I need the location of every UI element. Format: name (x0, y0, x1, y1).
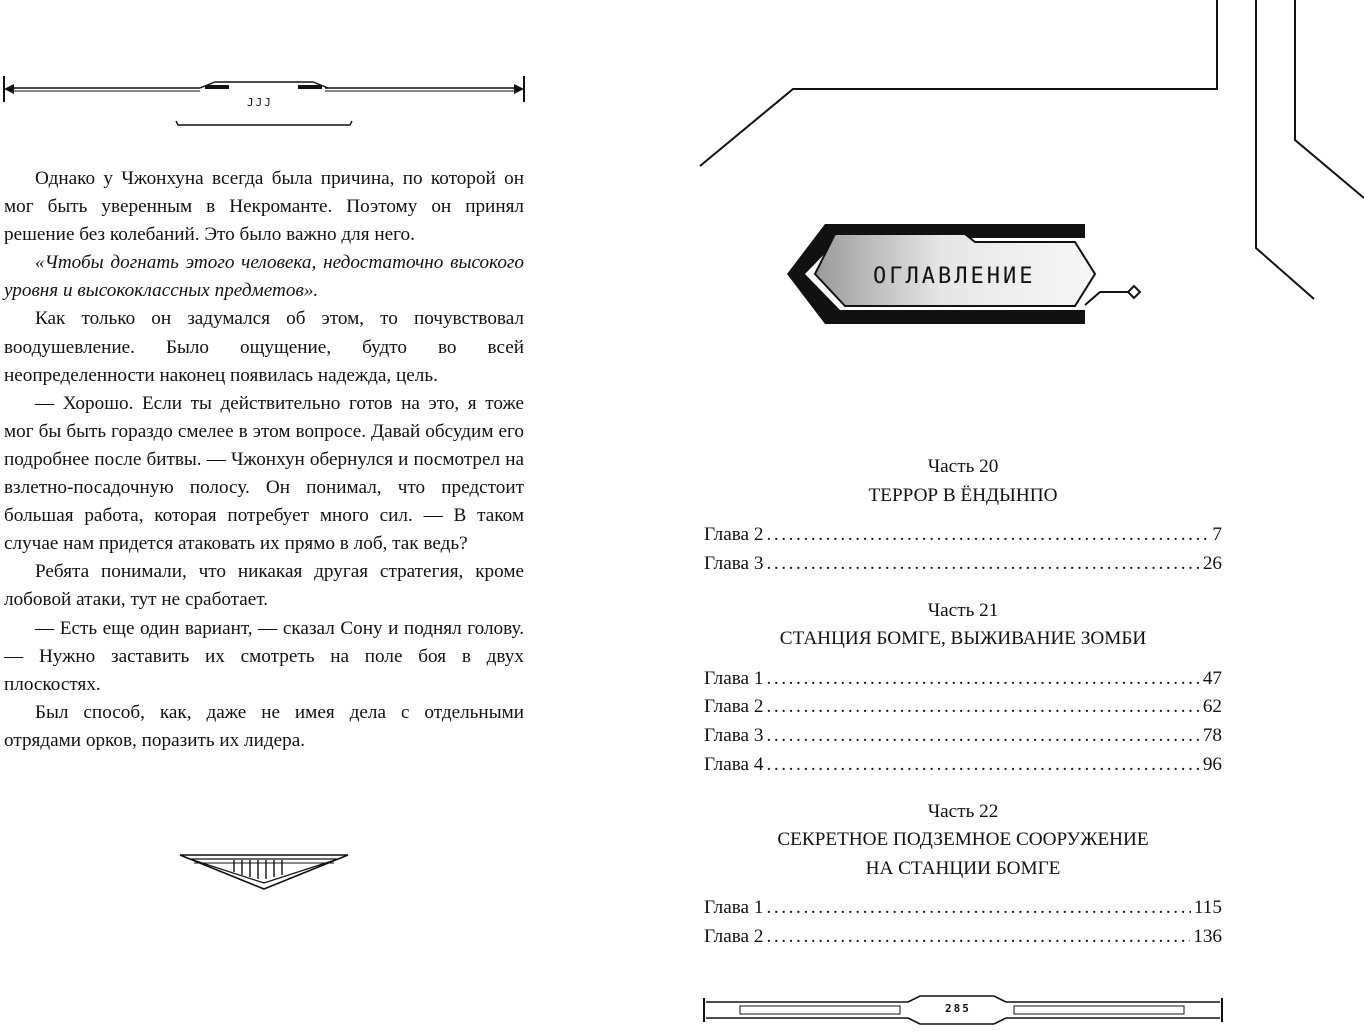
part-number: Часть 20 (927, 456, 999, 477)
toc-entry[interactable] (704, 550, 1222, 579)
page-number: 78 (1202, 725, 1222, 747)
part-number: Часть 21 (927, 599, 999, 621)
page-number: 136 (1193, 926, 1222, 948)
chapter-label: Глава 1 (704, 897, 764, 919)
page-number: 26 (1202, 552, 1222, 574)
part-number: Часть 22 (927, 800, 999, 822)
page-number: 115 (1193, 897, 1222, 919)
leader-dots (766, 923, 1190, 952)
paragraph-quote: «Чтобы догнать этого человека, недостаточно высокого уровня и высококлассных предметов». (4, 252, 524, 302)
header-mark: JJJ (247, 96, 273, 109)
page-number: 62 (1202, 696, 1222, 718)
paragraph: — Хорошо. Если ты действительно готов на это, я тоже мог бы быть гораздо смелее в этом вопросе. Давай обсудим его подробнее после битвы. — Чжонхун обернулся и посмотрел на взлетно-посадочную полосу. Он понимал, что предстоит большая работа, которая потребует много сил. — В таком случае нам придется атаковать их прямо в лоб, так ведь? (4, 392, 524, 555)
leader-dots (766, 722, 1199, 751)
part-title: НА СТАНЦИИ БОМГЕ (865, 857, 1061, 879)
page-number: 7 (1212, 524, 1222, 545)
leader-dots (766, 693, 1199, 722)
chapter-label: Глава 1 (704, 667, 764, 689)
part-title: ТЕРРОР В ЁНДЫНПО (868, 484, 1058, 506)
chapter-label: Глава 3 (704, 552, 764, 574)
toc-entry[interactable] (704, 665, 1222, 694)
chapter-label: Глава 4 (704, 753, 764, 775)
toc-entry[interactable] (704, 722, 1222, 751)
chapter-label: Глава 2 (704, 696, 764, 718)
end-ornament (180, 853, 350, 893)
part-title: СТАНЦИЯ БОМГЕ, ВЫЖИВАНИЕ ЗОМБИ (779, 628, 1147, 650)
paragraph: Был способ, как, даже не имея дела с отдельными отрядами орков, поразить их лидера. (4, 701, 524, 751)
table-of-contents (704, 453, 1222, 952)
toc-entry[interactable] (704, 521, 1222, 550)
body-text (4, 165, 524, 755)
paragraph: Как только он задумался об этом, то почувствовал воодушевление. Было ощущение, будто во всей неопределенности наконец появилась надежда, цель. (4, 308, 524, 386)
page-number: 96 (1202, 753, 1222, 775)
toc-part (704, 798, 1222, 952)
page-number: 47 (1202, 667, 1222, 689)
paragraph: Однако у Чжонхуна всегда была причина, по которой он мог быть уверенным в Некроманте. Поэтому он принял решение без колебаний. Это было важно для него. (4, 168, 524, 246)
leader-dots (766, 665, 1199, 694)
toc-heading: ОГЛАВЛЕНИЕ (873, 264, 1036, 289)
toc-entry[interactable] (704, 923, 1222, 952)
chapter-label: Глава 2 (704, 926, 764, 948)
leader-dots (766, 550, 1199, 579)
paragraph: Ребята понимали, что никакая другая стратегия, кроме лобовой атаки, тут не сработает. (4, 561, 524, 611)
leader-dots (766, 894, 1190, 923)
toc-part (704, 597, 1222, 780)
chapter-label: Глава 3 (704, 725, 764, 747)
toc-entry[interactable] (704, 894, 1222, 923)
toc-entry[interactable] (704, 751, 1222, 780)
paragraph: — Есть еще один вариант, — сказал Сону и поднял голову. — Нужно заставить их смотреть на поле боя в двух плоскостях. (4, 617, 524, 695)
chapter-label: Глава 2 (704, 524, 764, 545)
toc-entry[interactable] (704, 693, 1222, 722)
folio: 285 (945, 1002, 971, 1015)
leader-dots (766, 521, 1209, 550)
part-title: СЕКРЕТНОЕ ПОДЗЕМНОЕ СООРУЖЕНИЕ (777, 829, 1149, 851)
leader-dots (766, 751, 1199, 780)
toc-part (704, 453, 1222, 579)
